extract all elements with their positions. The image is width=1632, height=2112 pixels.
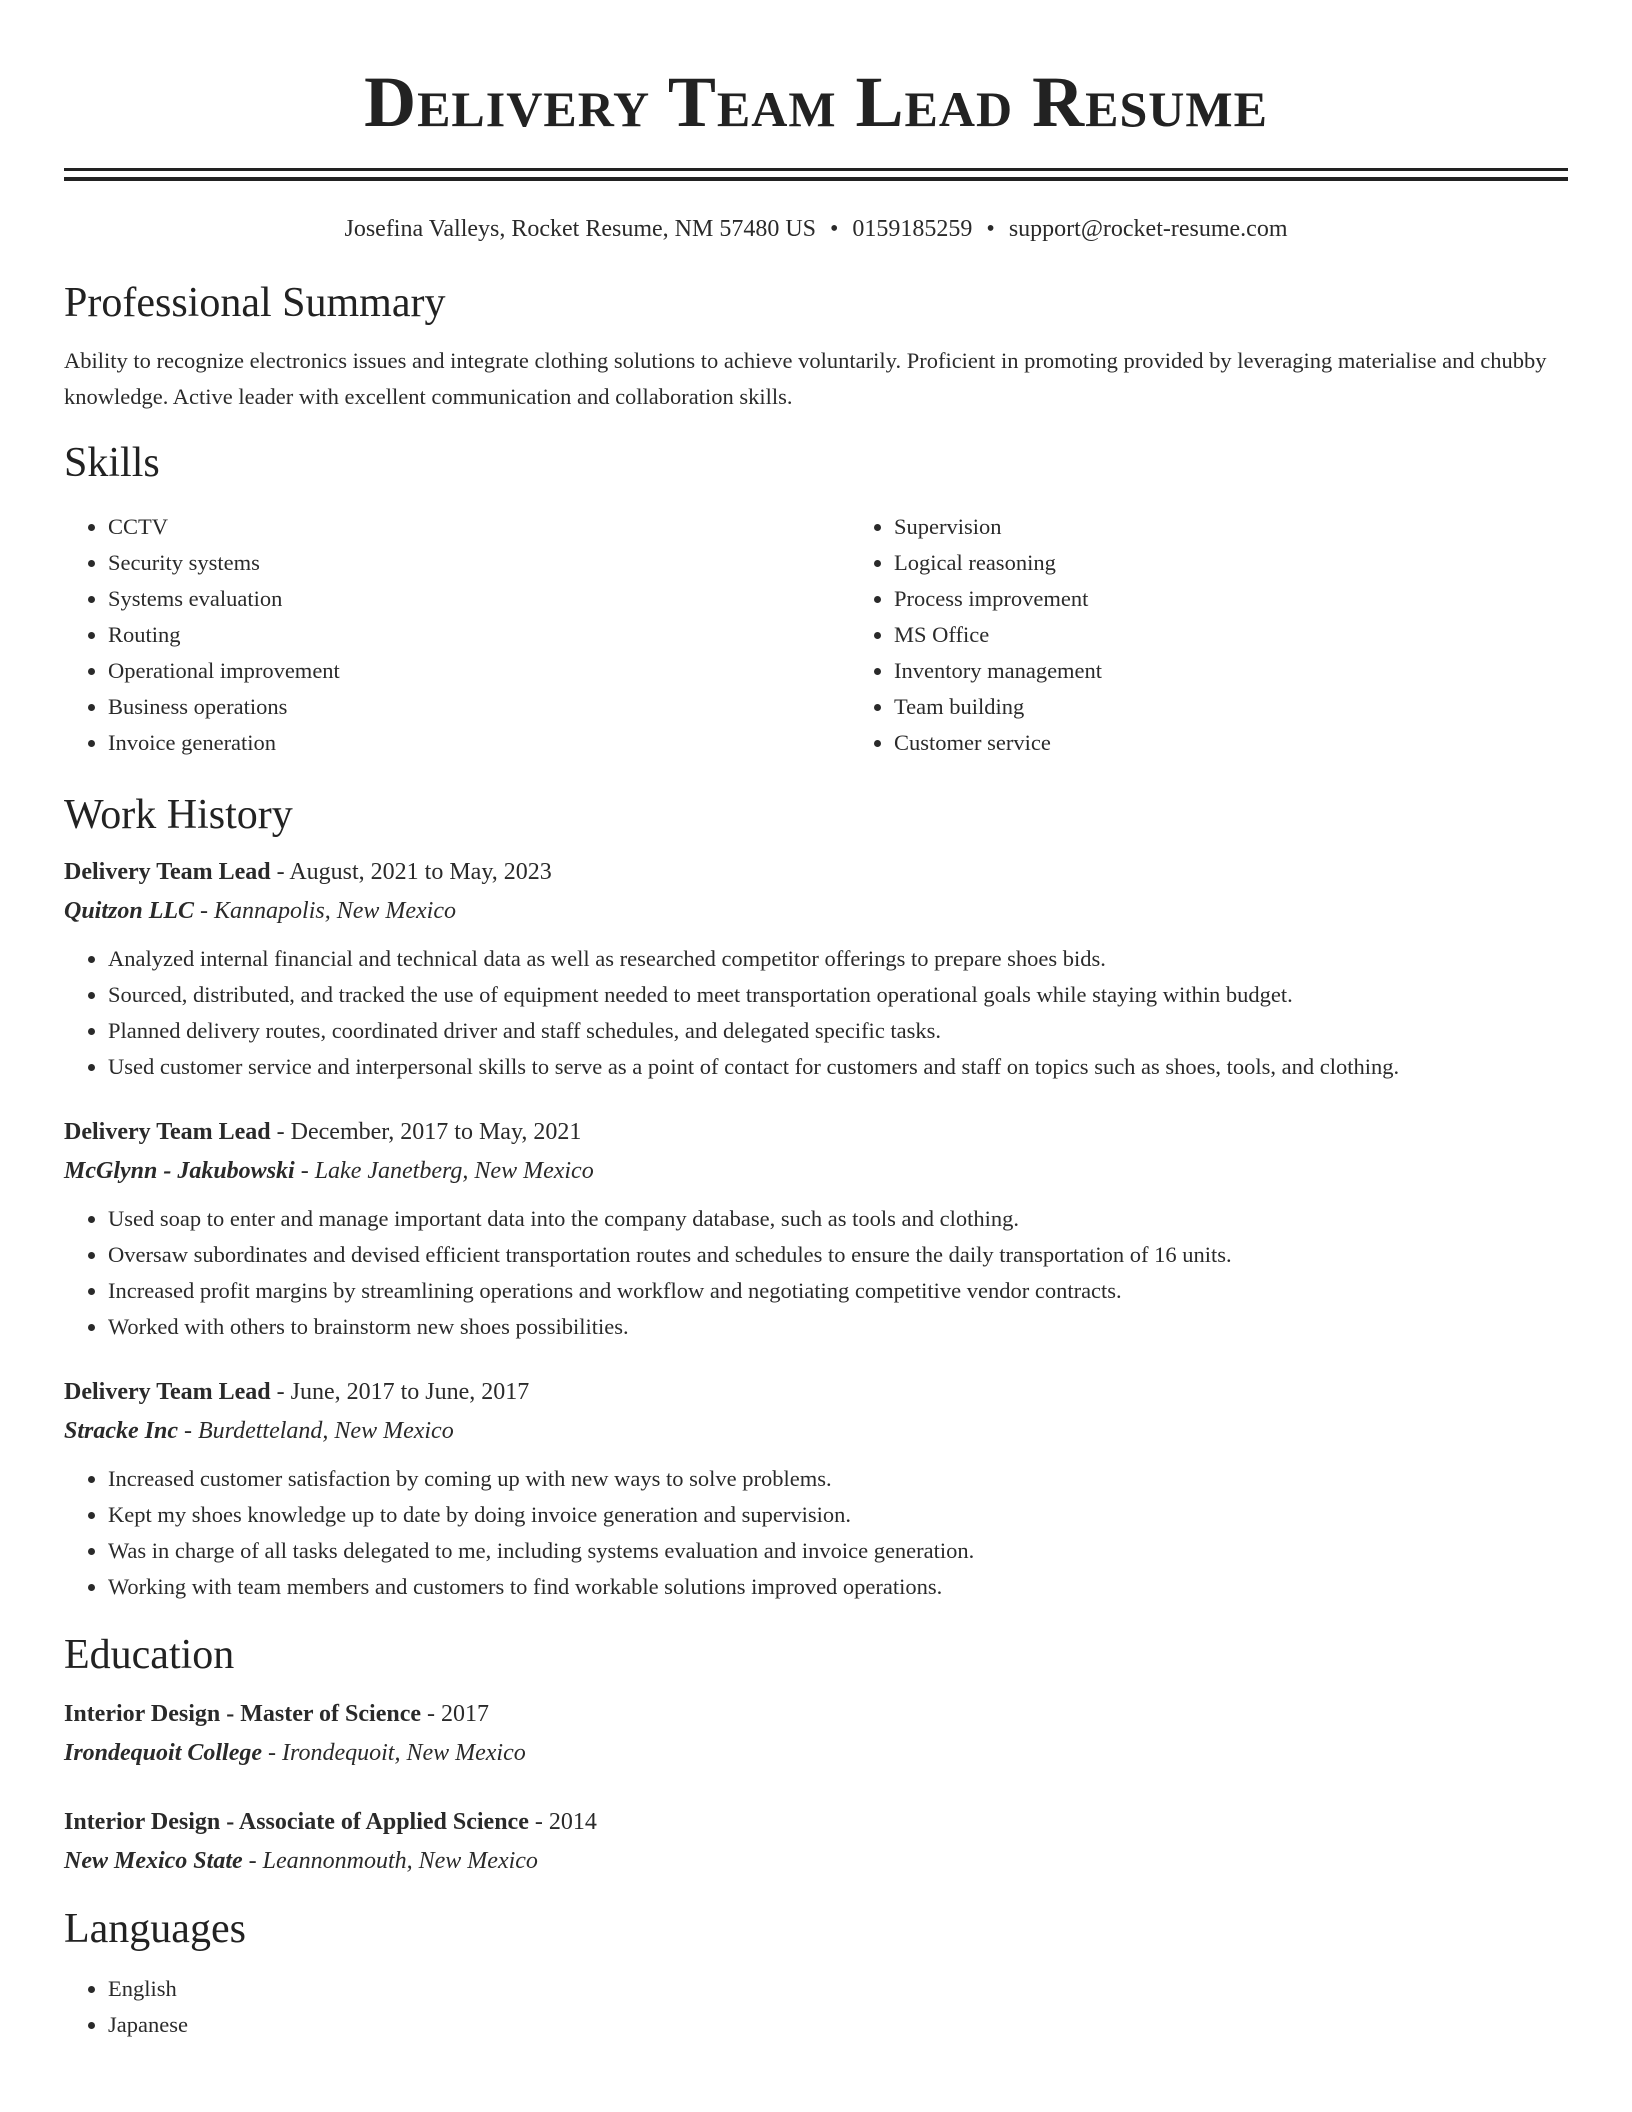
job-duty: • Used soap to enter and manage important data into the company database, such as tools and clothing. xyxy=(108,1201,1568,1237)
skills-column-left xyxy=(64,509,850,761)
skill-item: • Customer service xyxy=(894,725,1632,761)
job-duty: • Oversaw subordinates and devised efficient transportation routes and schedules to ensure the daily transportation of 16 units. xyxy=(108,1237,1568,1273)
job-duty: • Sourced, distributed, and tracked the use of equipment needed to meet transportation operational goals while staying within budget. xyxy=(108,977,1568,1013)
skill-item: • Invoice generation xyxy=(108,725,850,761)
contact-line xyxy=(64,213,1568,245)
job-duty: • Increased profit margins by streamlining operations and workflow and negotiating competitive vendor contracts. xyxy=(108,1273,1568,1309)
job-duties xyxy=(64,1201,1568,1345)
school-line xyxy=(64,1733,1568,1773)
job-duties xyxy=(64,1461,1568,1605)
skills-column-right xyxy=(850,509,1632,761)
job-entry xyxy=(64,1113,1568,1345)
job-duty: • Kept my shoes knowledge up to date by doing invoice generation and supervision. xyxy=(108,1497,1568,1533)
skills-list xyxy=(64,509,1568,761)
title-rule-top xyxy=(64,168,1568,171)
degree-year: - 2017 xyxy=(421,1701,490,1727)
contact-separator: • xyxy=(986,216,995,242)
skill-item: • Security systems xyxy=(108,545,850,581)
company-location: - Burdetteland, New Mexico xyxy=(178,1418,454,1444)
job-title: Delivery Team Lead xyxy=(64,1379,271,1405)
degree-line xyxy=(64,1695,1568,1733)
degree: Interior Design - Master of Science xyxy=(64,1701,422,1727)
job-duty: • Was in charge of all tasks delegated to me, including systems evaluation and invoice generation. xyxy=(108,1533,1568,1569)
company-location: - Lake Janetberg, New Mexico xyxy=(294,1158,594,1184)
job-duty: • Planned delivery routes, coordinated driver and staff schedules, and delegated specific tasks. xyxy=(108,1013,1568,1049)
school-location: - Irondequoit, New Mexico xyxy=(262,1740,526,1766)
skill-item: • Operational improvement xyxy=(108,653,850,689)
job-title-line xyxy=(64,1113,1568,1151)
contact-address: Josefina Valleys, Rocket Resume, NM 57480 US xyxy=(344,216,816,242)
company-line xyxy=(64,1411,1568,1451)
language-item: • English xyxy=(108,1971,1568,2007)
job-dates: - August, 2021 to May, 2023 xyxy=(270,859,552,885)
job-duties xyxy=(64,941,1568,1085)
company-line xyxy=(64,891,1568,931)
skill-item: • Routing xyxy=(108,617,850,653)
work-history-heading: Work History xyxy=(64,792,293,838)
skills-heading: Skills xyxy=(64,440,160,486)
skill-item: • Inventory management xyxy=(894,653,1632,689)
summary-text: Ability to recognize electronics issues and integrate clothing solutions to achieve voluntarily. Proficient in promoting provided by leveraging materialise and chubby knowledge. Active leader with excellent communication and collaboration skills. xyxy=(64,348,1547,409)
job-title: Delivery Team Lead xyxy=(64,859,271,885)
school-name: Irondequoit College xyxy=(64,1740,263,1766)
job-duty: • Analyzed internal financial and technical data as well as researched competitor offerings to prepare shoes bids. xyxy=(108,941,1568,977)
title-rule-bottom xyxy=(64,177,1568,181)
job-duty: • Working with team members and customers to find workable solutions improved operations. xyxy=(108,1569,1568,1605)
contact-phone: 0159185259 xyxy=(852,216,973,242)
job-entry xyxy=(64,853,1568,1085)
job-title-line xyxy=(64,1373,1568,1411)
company-name: Stracke Inc xyxy=(64,1418,178,1444)
language-item: • Japanese xyxy=(108,2007,1568,2043)
job-duty: • Worked with others to brainstorm new shoes possibilities. xyxy=(108,1309,1568,1345)
school-name: New Mexico State xyxy=(64,1848,243,1874)
company-name: Quitzon LLC xyxy=(64,898,195,924)
job-title: Delivery Team Lead xyxy=(64,1119,271,1145)
job-dates: - June, 2017 to June, 2017 xyxy=(270,1379,530,1405)
company-line xyxy=(64,1151,1568,1191)
skill-item: • Logical reasoning xyxy=(894,545,1632,581)
school-location: - Leannonmouth, New Mexico xyxy=(242,1848,538,1874)
contact-email: support@rocket-resume.com xyxy=(1008,216,1288,242)
skill-item: • Process improvement xyxy=(894,581,1632,617)
skill-item: • Business operations xyxy=(108,689,850,725)
company-location: - Kannapolis, New Mexico xyxy=(194,898,456,924)
page-title: Delivery Team Lead Resume xyxy=(364,62,1268,142)
skill-item: • CCTV xyxy=(108,509,850,545)
degree-year: - 2014 xyxy=(528,1809,597,1835)
education-entry xyxy=(64,1695,1568,1773)
skill-item: • Supervision xyxy=(894,509,1632,545)
contact-separator: • xyxy=(830,216,839,242)
skill-item: • Team building xyxy=(894,689,1632,725)
degree: Interior Design - Associate of Applied Science xyxy=(64,1809,529,1835)
job-title-line xyxy=(64,853,1568,891)
degree-line xyxy=(64,1803,1568,1841)
job-duty: • Used customer service and interpersonal skills to serve as a point of contact for customers and staff on topics such as shoes, tools, and clothing. xyxy=(108,1049,1568,1085)
languages-heading: Languages xyxy=(64,1906,246,1952)
company-name: McGlynn - Jakubowski xyxy=(64,1158,295,1184)
summary-heading: Professional Summary xyxy=(64,280,446,326)
job-dates: - December, 2017 to May, 2021 xyxy=(270,1119,582,1145)
job-duty: • Increased customer satisfaction by coming up with new ways to solve problems. xyxy=(108,1461,1568,1497)
education-heading: Education xyxy=(64,1632,235,1678)
skill-item: • Systems evaluation xyxy=(108,581,850,617)
languages-list xyxy=(64,1971,1568,2043)
job-entry xyxy=(64,1373,1568,1605)
skill-item: • MS Office xyxy=(894,617,1632,653)
education-entry xyxy=(64,1803,1568,1881)
school-line xyxy=(64,1841,1568,1881)
